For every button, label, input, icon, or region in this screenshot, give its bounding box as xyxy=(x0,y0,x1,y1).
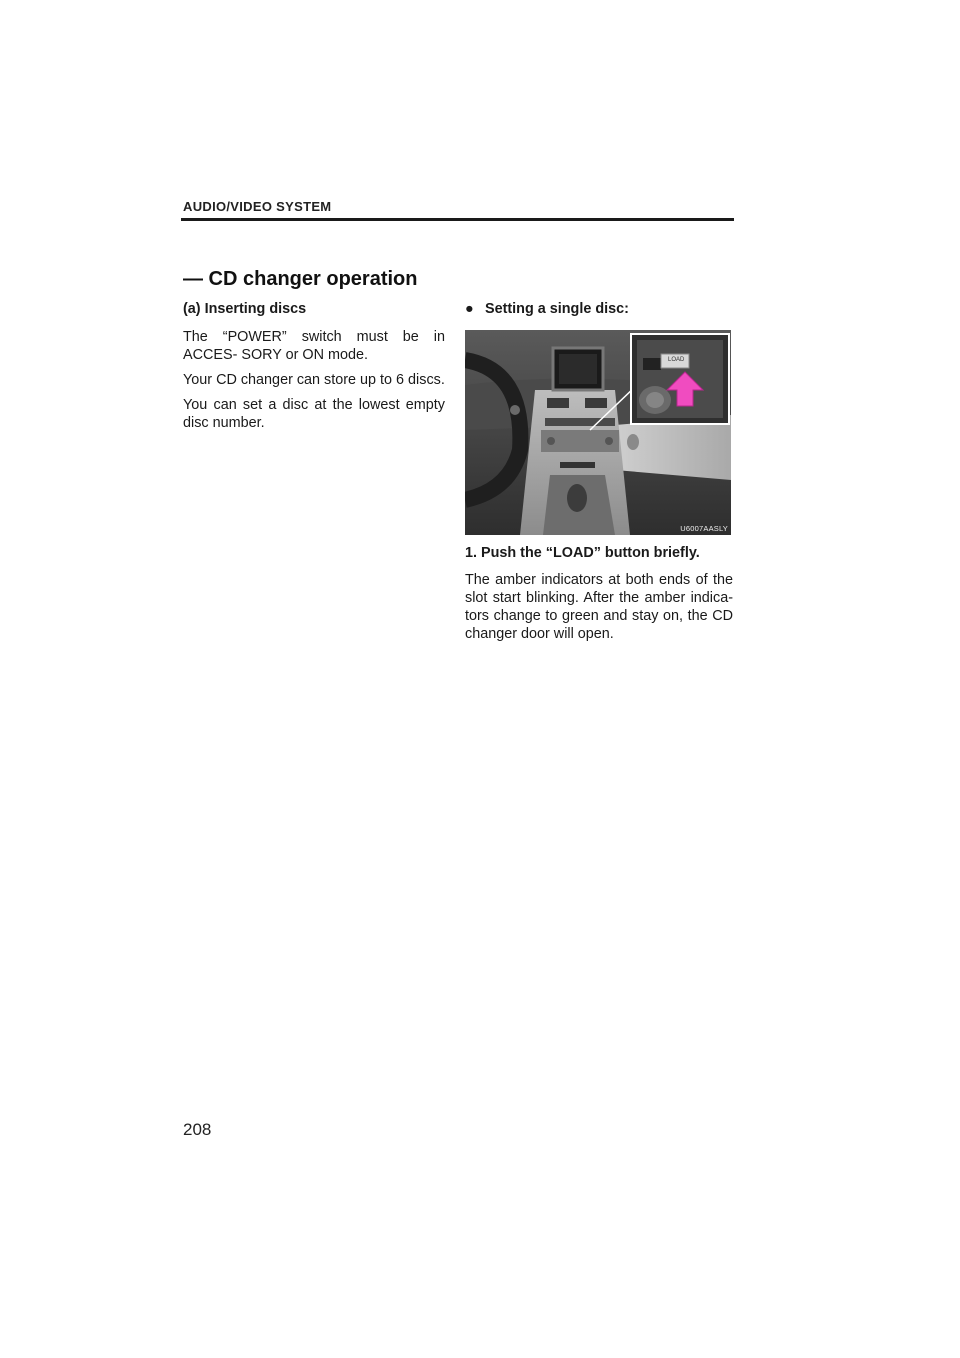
load-button-label: LOAD xyxy=(668,357,685,363)
subheading: (a) Inserting discs xyxy=(183,301,307,317)
right-column xyxy=(465,300,733,650)
paragraph-capacity: Your CD changer can store up to 6 discs. xyxy=(183,372,445,388)
page-number: 208 xyxy=(183,1120,212,1139)
running-header: AUDIO/VIDEO SYSTEM xyxy=(183,199,332,214)
bullet-heading-text: Setting a single disc: xyxy=(485,301,629,317)
header-rule xyxy=(181,218,734,221)
dashboard-image xyxy=(465,330,731,535)
bullet-icon: ● xyxy=(465,301,474,317)
section-title: — CD changer operation xyxy=(183,268,418,290)
step-description: The amber indicators at both ends of the slot start blinking. After the amber indica- tors change to green and stay on, the CD changer door will open. xyxy=(465,572,733,642)
up-arrow-icon xyxy=(665,370,705,408)
paragraph-power: The “POWER” switch must be in ACCES- SORY or ON mode. xyxy=(183,329,445,363)
left-column xyxy=(183,300,445,439)
step-heading: 1. Push the “LOAD” button briefly. xyxy=(465,545,700,561)
paragraph-empty-disc: You can set a disc at the lowest empty disc number. xyxy=(183,397,445,431)
bullet-heading xyxy=(465,300,733,318)
figure-code: U6007AASLY xyxy=(680,524,728,533)
dashboard-illustration xyxy=(465,330,731,535)
